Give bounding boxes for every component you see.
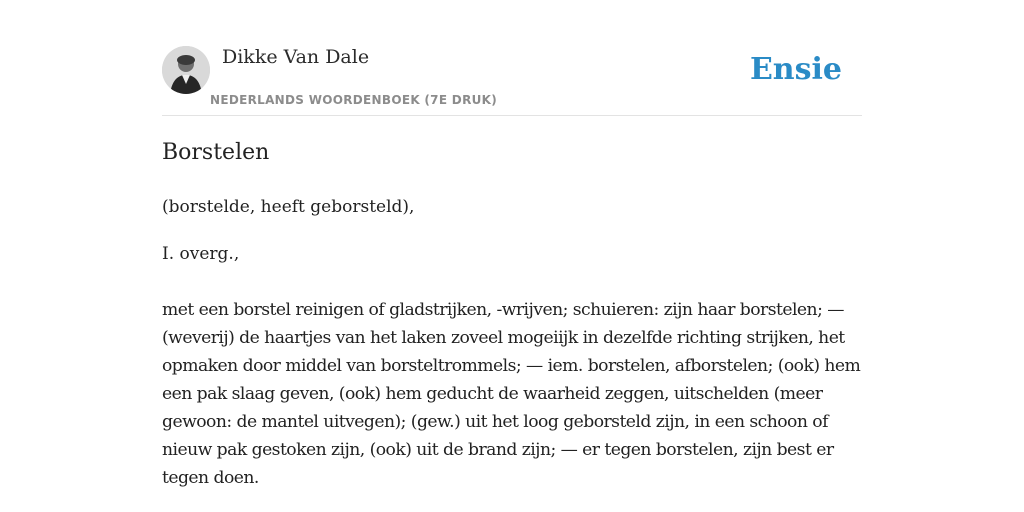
portrait-photo-icon	[162, 46, 210, 94]
header	[162, 44, 862, 116]
entry-sense: I. overg.,	[162, 244, 240, 264]
source-label[interactable]: NEDERLANDS WOORDENBOEK (7E DRUK)	[210, 93, 498, 107]
brand-logo[interactable]: Ensie	[749, 52, 842, 87]
entry-definition: met een borstel reinigen of gladstrijken, -wrijven; schuieren: zijn haar borstelen; — (weverij) de haartjes van het laken zoveel mogeiijk in dezelfde richting strijken, het opmaken door middel van borsteltrommels; — iem. borstelen, afborstelen; (ook) hem een pak slaag geven, (ook) hem geducht de waarheid zeggen, uitschelden (meer gewoon: de mantel uitvegen); (gew.) uit het loog geborsteld zijn, in een schoon of nieuw pak gestoken zijn, (ook) uit de brand zijn; — er tegen borstelen, zijn best er tegen doen.	[162, 300, 861, 488]
entry-forms: (borstelde, heeft geborsteld),	[162, 197, 415, 217]
entry-title: Borstelen	[162, 140, 270, 165]
author-name[interactable]: Dikke Van Dale	[222, 46, 370, 68]
author-avatar[interactable]	[162, 46, 210, 94]
